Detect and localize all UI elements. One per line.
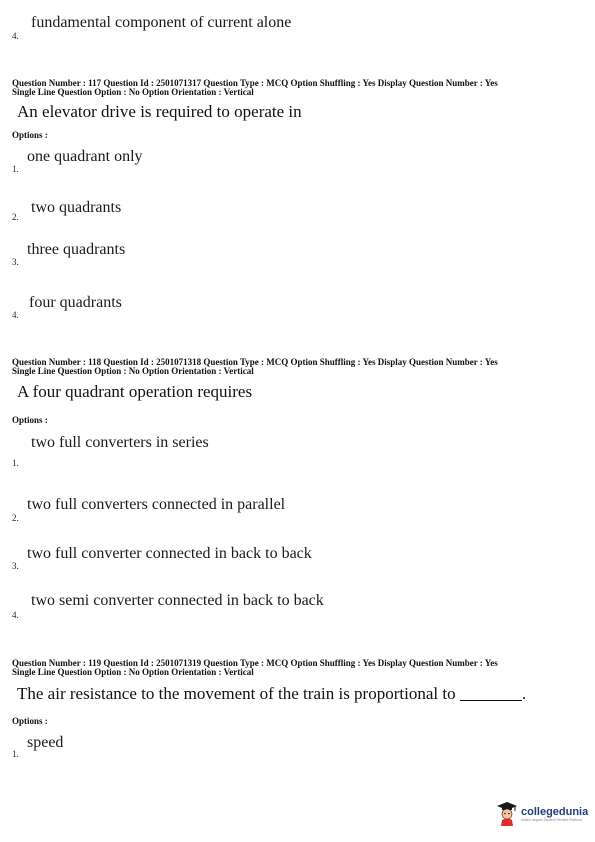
q118-meta-line-1: Question Number : 118 Question Id : 2501071318 Question Type : MCQ Option Shuffling : Yes Display Question Number : Yes [12,357,498,367]
logo-tagline: India's largest Student Review Platform [521,817,582,822]
prev-option-4-text: fundamental component of current alone [31,14,292,31]
collegedunia-logo [496,801,588,827]
q117-question-text: An elevator drive is required to operate in [17,102,302,121]
q117-meta-line-2: Single Line Question Option : No Option Orientation : Vertical [12,87,254,97]
q117-option-4-text[interactable]: four quadrants [29,294,122,311]
q119-options-label: Options : [12,716,48,726]
q119-meta-line-1: Question Number : 119 Question Id : 2501071319 Question Type : MCQ Option Shuffling : Yes Display Question Number : Yes [12,658,498,668]
graduate-mascot-icon [496,801,518,827]
q117-option-2-number: 2. [12,212,19,222]
q118-option-1-number: 1. [12,458,19,468]
q117-option-1-number: 1. [12,164,19,174]
q117-options-label: Options : [12,130,48,140]
prev-option-4-number: 4. [12,31,19,41]
q118-option-2-text[interactable]: two full converters connected in parallel [27,496,286,513]
q117-option-2-text[interactable]: two quadrants [31,199,122,216]
q117-option-3-text[interactable]: three quadrants [27,241,126,258]
q119-answer-blank [460,686,522,701]
q119-meta-line-2: Single Line Question Option : No Option Orientation : Vertical [12,667,254,677]
q118-option-1-text[interactable]: two full converters in series [31,434,209,451]
q117-option-4-number: 4. [12,310,19,320]
q119-question-stem: The air resistance to the movement of the train is proportional to [17,684,456,703]
q117-option-1-text[interactable]: one quadrant only [27,148,143,165]
q117-meta-line-1: Question Number : 117 Question Id : 2501071317 Question Type : MCQ Option Shuffling : Yes Display Question Number : Yes [12,78,498,88]
logo-name: collegedunia [521,805,589,818]
q118-option-3-text[interactable]: two full converter connected in back to back [27,545,312,562]
q119-question-end: . [521,684,527,703]
q118-meta-line-2: Single Line Question Option : No Option Orientation : Vertical [12,366,254,376]
q118-options-label: Options : [12,415,48,425]
q118-option-4-text[interactable]: two semi converter connected in back to back [31,592,324,609]
q118-option-4-number: 4. [12,610,19,620]
q119-option-1-number: 1. [12,749,19,759]
q119-option-1-text[interactable]: speed [27,734,64,751]
q119-question-text [17,684,526,704]
q118-option-3-number: 3. [12,561,19,571]
q118-option-2-number: 2. [12,513,19,523]
q118-question-text: A four quadrant operation requires [17,382,253,401]
q117-option-3-number: 3. [12,257,19,267]
